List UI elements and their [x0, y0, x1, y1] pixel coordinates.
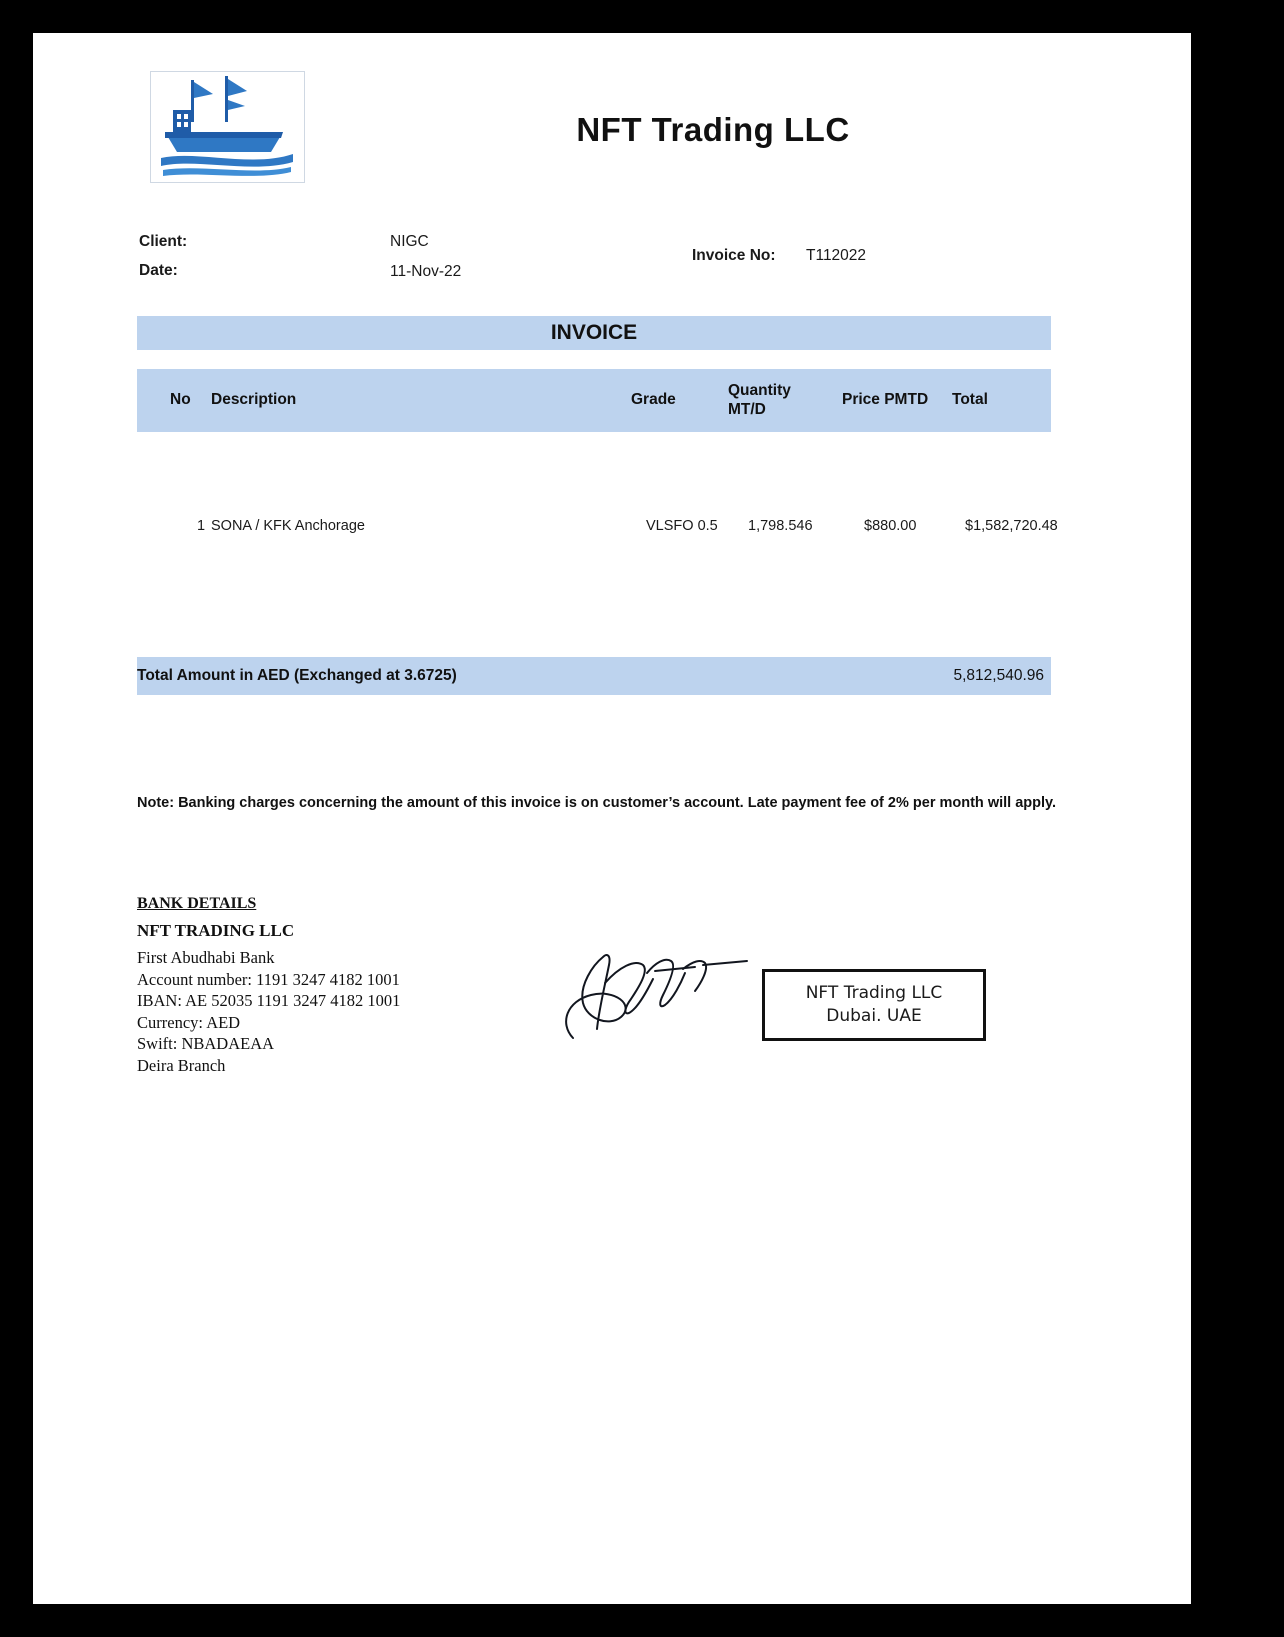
invoice-meta [33, 233, 1191, 303]
cell-quantity: 1,798.546 [748, 518, 813, 534]
cell-total: $1,582,720.48 [965, 518, 1058, 534]
cell-grade: VLSFO 0.5 [646, 518, 718, 534]
cell-no: 1 [197, 518, 206, 534]
company-stamp [762, 969, 986, 1041]
bank-line-account-number: Account number: 1191 3247 4182 1001 [137, 969, 400, 989]
total-amount-row [137, 657, 1051, 695]
cell-description: SONA / KFK Anchorage [211, 518, 365, 534]
bank-line-branch: Deira Branch [137, 1055, 226, 1075]
invoice-no-value: T112022 [806, 247, 867, 264]
bank-line-iban: IBAN: AE 52035 1191 3247 4182 1001 [137, 991, 401, 1010]
document-header [33, 33, 1191, 218]
line-items-table [137, 369, 1058, 657]
column-header-price: Price PMTD [842, 391, 929, 408]
invoice-no-label: Invoice No: [692, 247, 776, 264]
bank-line-currency: Currency: AED [137, 1012, 241, 1032]
signature-image [543, 943, 773, 1053]
invoice-banner: INVOICE [137, 316, 1051, 350]
table-body [137, 432, 1058, 657]
bank-details-title: BANK DETAILS [137, 895, 257, 912]
table-header-row [137, 369, 1051, 432]
payment-note: Note: Banking charges concerning the amount of this invoice is on customer’s account. Late payment fee of 2% per month will apply. [137, 795, 1057, 811]
column-header-description: Description [211, 391, 297, 408]
column-header-no: No [170, 391, 191, 408]
total-amount-label: Total Amount in AED (Exchanged at 3.6725) [137, 667, 457, 684]
column-header-quantity: Quantity MT/D [728, 382, 791, 418]
date-value: 11-Nov-22 [390, 263, 462, 280]
column-header-grade: Grade [631, 391, 676, 408]
company-title: NFT Trading LLC [576, 111, 850, 148]
bank-line-bankname: First Abudhabi Bank [137, 948, 275, 967]
company-logo [150, 71, 305, 183]
bank-line-swift: Swift: NBADAEAA [137, 1034, 275, 1053]
ship-logo-icon [151, 72, 304, 182]
stamp-line-company: NFT Trading LLC [805, 983, 943, 1003]
total-amount-value: 5,812,540.96 [953, 667, 1044, 684]
client-label: Client: [139, 233, 188, 250]
bank-details [137, 895, 557, 1076]
client-value: NIGC [390, 233, 429, 250]
invoice-page [33, 33, 1191, 1604]
stamp-line-location: Dubai. UAE [826, 1006, 922, 1026]
column-header-total: Total [952, 391, 988, 408]
handwritten-signature-icon [543, 943, 773, 1053]
date-label: Date: [139, 262, 178, 279]
bank-account-company: NFT TRADING LLC [137, 921, 295, 940]
cell-price: $880.00 [864, 518, 917, 534]
